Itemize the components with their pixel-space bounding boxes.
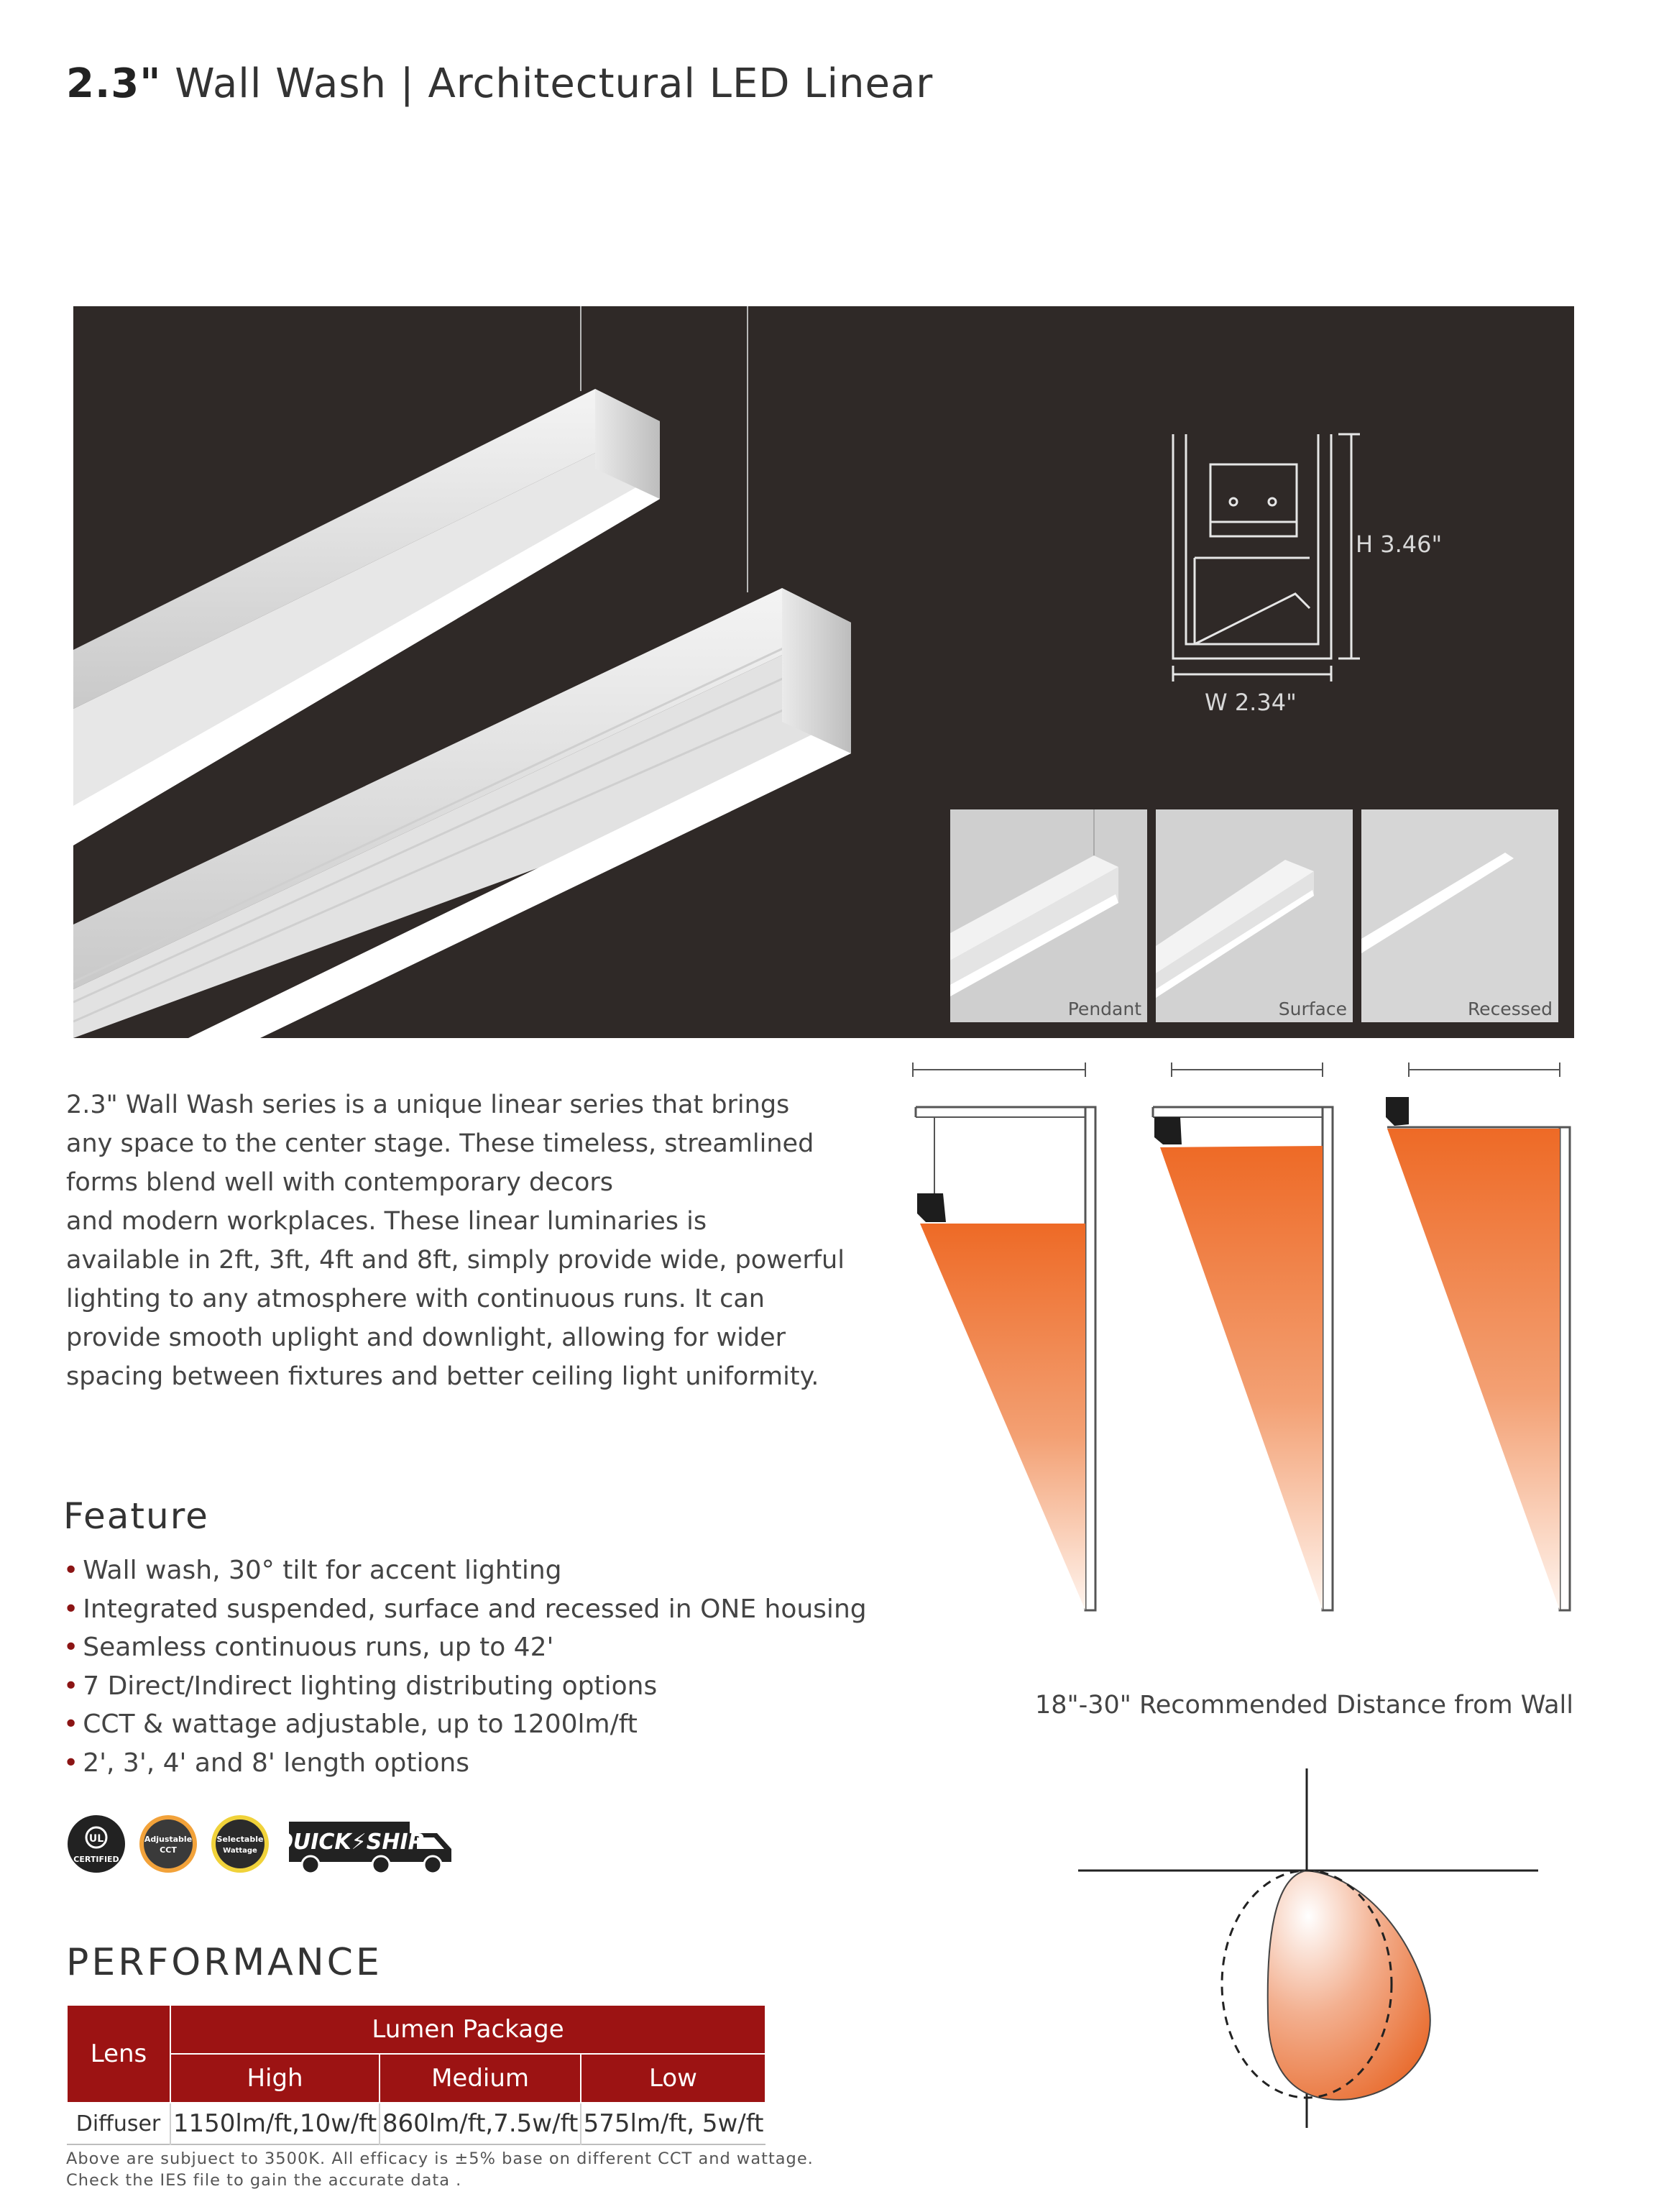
mount-label-surface: Surface (1278, 999, 1347, 1019)
bullet-icon: • (63, 1633, 79, 1662)
performance-table (66, 2004, 766, 2145)
quick-ship-truck-icon (275, 1822, 451, 1873)
lens-header: Lens (67, 2005, 170, 2103)
page-title (66, 60, 933, 107)
feature-text: Integrated suspended, surface and recessed in ONE housing (83, 1594, 867, 1624)
performance-note (66, 2148, 814, 2191)
bullet-icon: • (63, 1710, 79, 1739)
feature-text: 2', 3', 4' and 8' length options (83, 1748, 470, 1778)
ul-certified-label: CERTIFIED (73, 1855, 119, 1864)
mount-option-pendant (950, 809, 1147, 1022)
cross-section-drawing (1173, 434, 1360, 682)
level-medium-header: Medium (380, 2054, 581, 2103)
wattage-label-1: Selectable (216, 1835, 264, 1844)
bullet-icon: • (63, 1671, 79, 1701)
description-line: available in 2ft, 3ft, 4ft and 8ft, simply provide wide, powerful (66, 1246, 845, 1275)
selectable-wattage-icon (211, 1815, 269, 1873)
note-line-1: Above are subjuect to 3500K. All efficacy is ±5% base on different CCT and wattage. (66, 2149, 814, 2168)
light-distribution-lobe (1268, 1871, 1430, 2100)
ul-certified-icon (68, 1815, 125, 1873)
svg-text:UL: UL (88, 1833, 104, 1845)
feature-item (63, 1551, 867, 1590)
lens-cell: Diffuser (75, 2111, 161, 2137)
cct-label-2: CCT (160, 1845, 177, 1855)
description-line: forms blend well with contemporary decors (66, 1168, 613, 1197)
feature-item (63, 1705, 867, 1744)
mount-label-pendant: Pendant (1067, 999, 1141, 1019)
quick-ship-label: QUICK⚡SHIP (275, 1830, 424, 1855)
table-header-row (67, 2005, 765, 2054)
feature-heading: Feature (63, 1495, 209, 1537)
recessed-wall-wash (1386, 1063, 1570, 1610)
adjustable-cct-icon (139, 1815, 197, 1873)
table-subheader-row (67, 2054, 765, 2103)
feature-text: CCT & wattage adjustable, up to 1200lm/ft (83, 1710, 638, 1739)
wall-wash-diagram (891, 1057, 1596, 1661)
performance-heading: PERFORMANCE (66, 1941, 382, 1984)
table-row (67, 2103, 765, 2144)
height-dimension: H 3.46" (1356, 531, 1443, 558)
feature-item (63, 1628, 867, 1667)
mount-option-recessed (1361, 809, 1558, 1022)
feature-text: Seamless continuous runs, up to 42' (83, 1633, 554, 1662)
lumen-package-header: Lumen Package (170, 2005, 765, 2054)
feature-text: 7 Direct/Indirect lighting distributing options (83, 1671, 658, 1701)
pendant-wall-wash (913, 1063, 1095, 1610)
bullet-icon: • (63, 1556, 79, 1585)
certification-badges (66, 1812, 469, 1876)
description-line: 2.3" Wall Wash series is a unique linear series that brings (66, 1091, 790, 1119)
feature-item (63, 1590, 867, 1629)
hero-image (73, 306, 1574, 1038)
cct-label-1: Adjustable (144, 1835, 193, 1844)
level-low-header: Low (581, 2054, 765, 2103)
distance-caption: 18"-30" Recommended Distance from Wall (1035, 1691, 1573, 1720)
description-line: spacing between fixtures and better ceiling light uniformity. (66, 1362, 819, 1391)
mount-option-surface (1156, 809, 1353, 1022)
feature-item (63, 1667, 867, 1706)
title-text: Wall Wash | Architectural LED Linear (161, 60, 934, 107)
description-line: provide smooth uplight and downlight, allowing for wider (66, 1323, 786, 1352)
level-high-header: High (170, 2054, 380, 2103)
description-line: lighting to any atmosphere with continuous runs. It can (66, 1285, 765, 1313)
mount-label-recessed: Recessed (1467, 999, 1553, 1019)
feature-item (63, 1744, 867, 1783)
width-dimension: W 2.34" (1205, 689, 1297, 716)
description (66, 1086, 871, 1396)
bullet-icon: • (63, 1594, 79, 1624)
feature-list (63, 1551, 867, 1782)
wattage-label-2: Wattage (223, 1847, 257, 1855)
high-cell: 1150lm/ft,10w/ft (170, 2103, 380, 2144)
description-line: any space to the center stage. These timeless, streamlined (66, 1129, 814, 1158)
bullet-icon: • (63, 1748, 79, 1778)
medium-cell: 860lm/ft,7.5w/ft (380, 2103, 581, 2144)
feature-text: Wall wash, 30° tilt for accent lighting (83, 1556, 562, 1585)
note-line-2: Check the IES file to gain the accurate data . (66, 2171, 462, 2190)
surface-wall-wash (1153, 1063, 1333, 1610)
title-size: 2.3" (66, 60, 162, 107)
low-cell: 575lm/ft, 5w/ft (581, 2103, 765, 2144)
polar-distribution-chart (1078, 1768, 1538, 2128)
description-line: and modern workplaces. These linear luminaries is (66, 1207, 707, 1236)
